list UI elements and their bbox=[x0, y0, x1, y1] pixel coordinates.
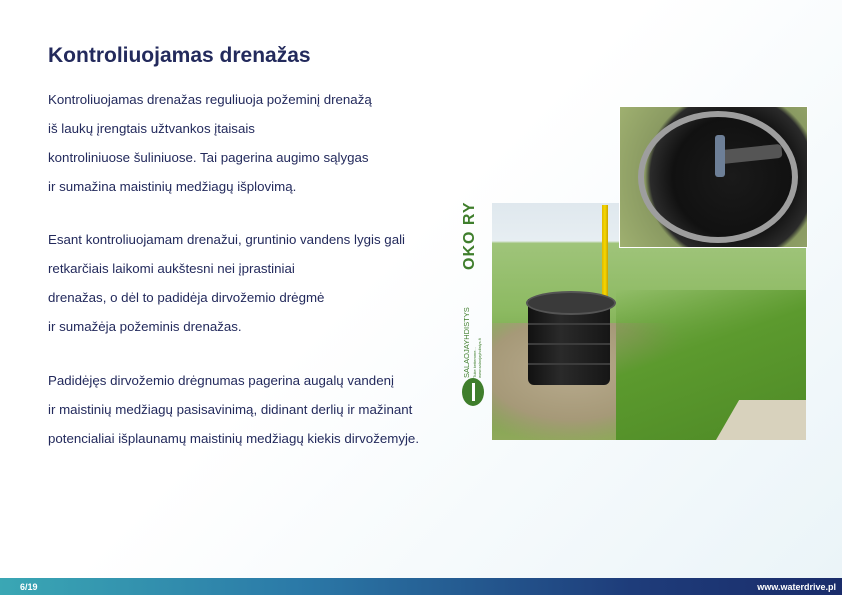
oko-ry-logo bbox=[461, 201, 487, 406]
well-ridge bbox=[528, 363, 610, 365]
paragraph-3 bbox=[48, 373, 468, 460]
text-line: ir sumažėja požeminis drenažas. bbox=[48, 319, 242, 334]
text-line: iš laukų įrengtais užtvankos įtaisais bbox=[48, 121, 255, 136]
well-lid bbox=[526, 291, 616, 315]
logo-sub-line: SALAOJAYHDISTYS bbox=[462, 307, 471, 378]
text-line: Kontroliuojamas drenažas reguliuoja požeminį drenažą bbox=[48, 92, 372, 107]
footer-bar bbox=[0, 578, 842, 595]
logo-mark-icon bbox=[462, 378, 484, 406]
text-line: drenažas, o dėl to padidėja dirvožemio drėgmė bbox=[48, 290, 325, 305]
text-line: ir sumažina maistinių medžiagų išplovimą. bbox=[48, 179, 297, 194]
yellow-marker-pole bbox=[602, 205, 608, 300]
logo-sub-line: Tuke kettemme... bbox=[472, 347, 477, 378]
text-line: kontroliniuose šuliniuose. Tai pagerina augimo sąlygas bbox=[48, 150, 369, 165]
footer-url[interactable]: www.waterdrive.pl bbox=[757, 582, 836, 592]
text-line: ir maistinių medžiagų pasisavinimą, didinant derlių ir mažinant bbox=[48, 402, 413, 417]
logo-sub-line: www.salaojayhdistys.fi bbox=[477, 338, 482, 378]
text-line: Padidėjęs dirvožemio drėgnumas pagerina augalų vandenį bbox=[48, 373, 394, 388]
well-ridge bbox=[528, 343, 610, 345]
text-line: potencialiai išplaunamų maistinių medžiagų kiekis dirvožemyje. bbox=[48, 431, 420, 446]
page-number: 6/19 bbox=[20, 582, 38, 592]
logo-title: OKO RY bbox=[461, 201, 478, 270]
text-line: retkarčiais laikomi aukštesni nei įprastiniai bbox=[48, 261, 295, 276]
logo-subtitle bbox=[463, 307, 481, 378]
paragraph-1 bbox=[48, 92, 468, 208]
well-rim bbox=[638, 111, 798, 243]
dam-valve bbox=[715, 135, 725, 177]
well-ridge bbox=[528, 323, 610, 325]
paragraph-2 bbox=[48, 232, 468, 348]
well-interior-photo bbox=[619, 106, 808, 248]
page-title: Kontroliuojamas drenažas bbox=[48, 44, 311, 67]
text-line: Esant kontroliuojamam drenažui, gruntinio vandens lygis gali bbox=[48, 232, 405, 247]
